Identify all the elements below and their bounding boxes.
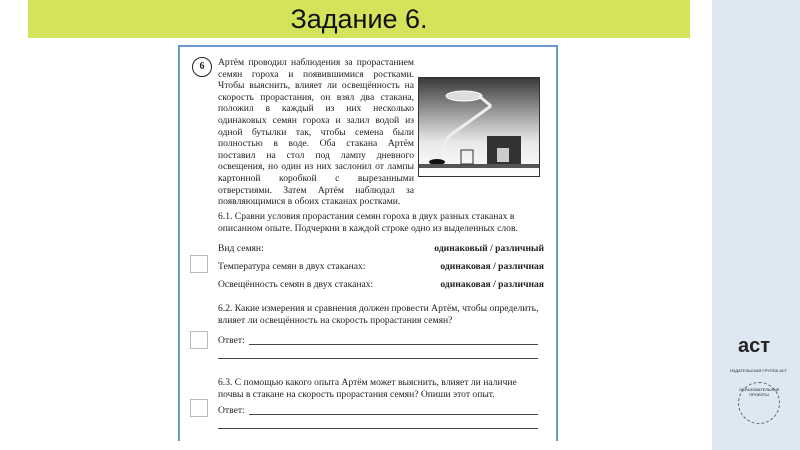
row-options[interactable]: одинаковая / различная — [440, 279, 544, 290]
question-6-2: 6.2. Какие измерения и сравнения должен провести Артём, чтобы определить, влияет ли освещённость на скорость прорастания семян? — [218, 303, 539, 326]
score-box — [190, 399, 208, 417]
intro-line: одинаковых семян гороха и залил водой из — [218, 114, 414, 126]
task-document — [178, 45, 558, 441]
row-options[interactable]: одинаковая / различная — [440, 261, 544, 272]
intro-line: отверстиями. Затем Артём наблюдал за — [218, 184, 414, 196]
compare-row-light — [218, 279, 544, 290]
answer-label: Ответ: — [218, 405, 245, 416]
task-intro — [218, 57, 414, 208]
row-options[interactable]: одинаковый / различный — [434, 243, 544, 254]
answer-6-2[interactable] — [218, 335, 538, 346]
answer-line[interactable] — [249, 405, 538, 415]
intro-line: картонной коробкой с вырезанными — [218, 172, 414, 184]
ast-logo: аст — [738, 335, 771, 357]
question-6-1: 6.1. Сравни условия прорастания семян гороха в двух разных стаканах в описанном опыте. Подчеркни в каждой строке одно из выделенных слов. — [218, 211, 518, 234]
row-label: Температура семян в двух стаканах: — [218, 261, 366, 272]
compare-row-seed-type — [218, 243, 544, 254]
title-banner — [28, 0, 690, 38]
intro-line: положил в каждый из них несколько — [218, 103, 414, 115]
row-label: Вид семян: — [218, 243, 264, 254]
intro-line: поставил на стол под лампу дневного — [218, 149, 414, 161]
question-6-3: 6.3. С помощью какого опыта Артём может выяснить, влияет ли наличие почвы в стакане на скорость прорастания семян? Опиши этот опыт. — [218, 377, 517, 400]
score-box — [190, 331, 208, 349]
intro-line: семян гороха и появившимися ростками. — [218, 68, 414, 80]
compare-row-temperature — [218, 261, 544, 272]
answer-line[interactable] — [218, 428, 538, 429]
intro-line: одной бутылки так, чтобы семена были — [218, 126, 414, 138]
intro-line: полностью в воде. Оба стакана Артём — [218, 138, 414, 150]
intro-line: освещения, но один из них заслонил от лампы — [218, 161, 414, 173]
intro-line: Артём проводил наблюдения за прорастанием — [218, 57, 414, 68]
education-projects-logo: ОБРАЗОВАТЕЛЬНЫЕ ПРОЕКТЫ — [738, 382, 780, 424]
intro-line: скорость прорастания, он взял два стакана, — [218, 91, 414, 103]
experiment-illustration — [418, 77, 540, 177]
answer-line[interactable] — [249, 335, 538, 345]
score-box — [190, 255, 208, 273]
task-number: 6 — [192, 57, 212, 77]
answer-label: Ответ: — [218, 335, 245, 346]
answer-6-3[interactable] — [218, 405, 538, 416]
row-label: Освещённость семян в двух стаканах: — [218, 279, 374, 290]
intro-line: Чтобы выяснить, влияет ли освещённость на — [218, 80, 414, 92]
answer-line[interactable] — [218, 358, 538, 359]
intro-line: появляющимися в обоих стаканах ростками. — [218, 196, 401, 208]
slide-title: Задание 6. — [290, 4, 428, 34]
ast-logo-caption: ИЗДАТЕЛЬСКАЯ ГРУППА АСТ — [730, 368, 788, 373]
